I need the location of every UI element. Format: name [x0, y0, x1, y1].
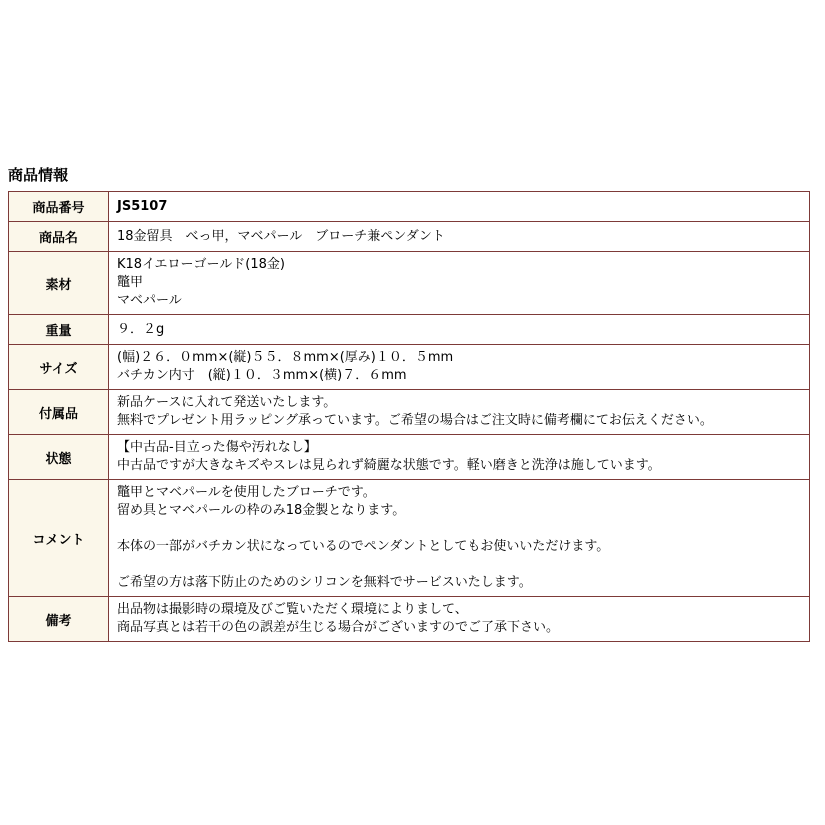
- row-label: 商品番号: [9, 192, 109, 222]
- row-value-line: マベパール: [117, 293, 182, 308]
- row-value-line: 18金留具 べっ甲，マベパール ブローチ兼ペンダント: [117, 228, 445, 244]
- row-label: コメント: [9, 480, 109, 597]
- row-value-line: 出品物は撮影時の環境及びご覧いただく環境によりまして、: [117, 602, 468, 617]
- table-row: [9, 315, 810, 345]
- product-table-body: [9, 192, 810, 642]
- table-row: [9, 222, 810, 252]
- table-row: [9, 192, 810, 222]
- row-value: [109, 222, 810, 252]
- row-value-line: 鼈甲: [117, 275, 144, 290]
- row-value-line: 留め具とマベパールの枠のみ18金製となります。: [117, 503, 406, 518]
- table-row: [9, 597, 810, 642]
- table-row: [9, 252, 810, 315]
- row-value: [109, 192, 810, 222]
- row-value: [109, 435, 810, 480]
- row-value-line: 新品ケースに入れて発送いたします。: [117, 395, 337, 410]
- row-value-line: 本体の一部がバチカン状になっているのでペンダントとしてもお使いいただけます。: [117, 539, 610, 554]
- row-value-line: (幅)２６．０mm×(縦)５５．８mm×(厚み)１０．５mm: [117, 350, 454, 365]
- row-value-line: ご希望の方は落下防止のためのシリコンを無料でサービスいたします。: [117, 575, 532, 590]
- row-label: サイズ: [9, 345, 109, 390]
- table-row: [9, 435, 810, 480]
- row-value-line: バチカン内寸 (縦)１０．３mm×(横)７．６mm: [117, 368, 407, 383]
- row-value: [109, 390, 810, 435]
- row-label: 素材: [9, 252, 109, 315]
- row-value-line: 鼈甲とマベパールを使用したブローチです。: [117, 485, 376, 500]
- row-value: [109, 345, 810, 390]
- page-title: 商品情報: [8, 166, 69, 184]
- row-value-line: K18イエローゴールド(18金): [117, 257, 285, 272]
- row-label: 重量: [9, 315, 109, 345]
- row-value-line: ９．２g: [117, 321, 165, 337]
- row-value-line: [117, 556, 801, 574]
- row-label: 付属品: [9, 390, 109, 435]
- table-row: [9, 345, 810, 390]
- row-value-line: 【中古品-目立った傷や汚れなし】: [117, 440, 317, 455]
- table-row: [9, 480, 810, 597]
- row-label: 状態: [9, 435, 109, 480]
- row-value-line: 無料でプレゼント用ラッピング承っています。ご希望の場合はご注文時に備考欄にてお伝えください。: [117, 413, 713, 428]
- row-label: 備考: [9, 597, 109, 642]
- row-value-line: JS5107: [117, 198, 168, 214]
- table-row: [9, 390, 810, 435]
- row-value-line: 中古品ですが大きなキズやスレは見られず綺麗な状態です。軽い磨きと洗浄は施しています。: [117, 458, 661, 473]
- row-value-line: 商品写真とは若干の色の誤差が生じる場合がございますのでご了承下さい。: [117, 620, 560, 635]
- row-value: [109, 252, 810, 315]
- row-value: [109, 480, 810, 597]
- product-table: [8, 191, 810, 642]
- row-value: [109, 315, 810, 345]
- row-label: 商品名: [9, 222, 109, 252]
- row-value: [109, 597, 810, 642]
- row-value-line: [117, 520, 801, 538]
